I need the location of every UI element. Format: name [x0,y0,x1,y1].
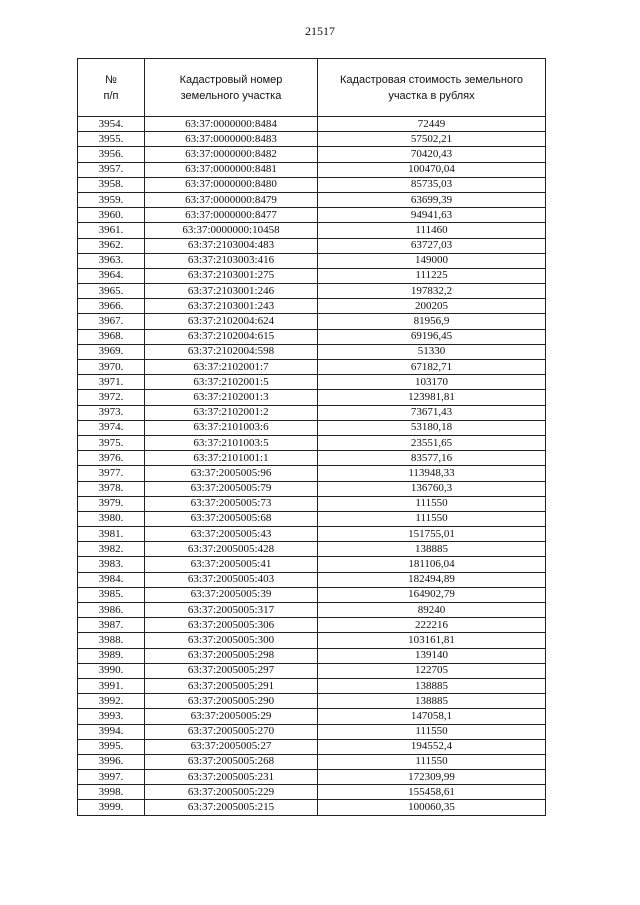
cadastral-number-cell: 63:37:0000000:8480 [145,177,318,192]
row-number-cell: 3988. [78,633,145,648]
table-row [78,648,546,663]
cadastral-number-cell: 63:37:2102004:624 [145,314,318,329]
table-row [78,208,546,223]
row-number-cell: 3958. [78,177,145,192]
row-number-cell: 3999. [78,800,145,815]
cadastral-number-cell: 63:37:2102001:7 [145,360,318,375]
cadastral-number-cell: 63:37:2005005:268 [145,754,318,769]
row-number-cell: 3972. [78,390,145,405]
row-number-cell: 3961. [78,223,145,238]
cadastral-number-cell: 63:37:0000000:8484 [145,117,318,132]
row-number-cell: 3973. [78,405,145,420]
table-row [78,587,546,602]
cadastral-number-cell: 63:37:2005005:43 [145,527,318,542]
cadastral-number-cell: 63:37:2005005:68 [145,511,318,526]
row-number-cell: 3979. [78,496,145,511]
cadastral-value-cell: 123981,81 [318,390,546,405]
cadastral-number-cell: 63:37:2103003:416 [145,253,318,268]
cadastral-number-cell: 63:37:2005005:270 [145,724,318,739]
cadastral-value-cell: 111550 [318,511,546,526]
row-number-cell: 3975. [78,435,145,450]
cadastral-value-cell: 138885 [318,678,546,693]
cadastral-number-cell: 63:37:2103004:483 [145,238,318,253]
row-number-cell: 3954. [78,117,145,132]
cadastral-number-cell: 63:37:2005005:291 [145,678,318,693]
cadastral-number-cell: 63:37:0000000:10458 [145,223,318,238]
row-number-cell: 3991. [78,678,145,693]
cadastral-value-cell: 100470,04 [318,162,546,177]
header-number [78,59,145,117]
cadastral-number-cell: 63:37:2005005:300 [145,633,318,648]
cadastral-value-cell: 111550 [318,496,546,511]
table-row [78,314,546,329]
cadastral-number-cell: 63:37:2103001:246 [145,284,318,299]
row-number-cell: 3995. [78,739,145,754]
cadastral-value-cell: 138885 [318,694,546,709]
cadastral-number-cell: 63:37:2102001:2 [145,405,318,420]
table-row [78,390,546,405]
header-cadastral-value-line-1: Кадастровая стоимость земельного [340,73,523,86]
table-row [78,481,546,496]
cadastral-number-cell: 63:37:2005005:27 [145,739,318,754]
table-row [78,375,546,390]
cadastral-value-cell: 181106,04 [318,557,546,572]
cadastral-number-cell: 63:37:0000000:8483 [145,132,318,147]
cadastral-value-cell: 136760,3 [318,481,546,496]
table-row [78,162,546,177]
cadastral-value-cell: 70420,43 [318,147,546,162]
cadastral-value-cell: 63727,03 [318,238,546,253]
cadastral-value-cell: 72449 [318,117,546,132]
row-number-cell: 3963. [78,253,145,268]
table-row [78,603,546,618]
cadastral-value-cell: 89240 [318,603,546,618]
table-row [78,618,546,633]
cadastral-number-cell: 63:37:2005005:229 [145,785,318,800]
row-number-cell: 3962. [78,238,145,253]
row-number-cell: 3989. [78,648,145,663]
row-number-cell: 3974. [78,420,145,435]
cadastral-number-cell: 63:37:0000000:8477 [145,208,318,223]
row-number-cell: 3987. [78,618,145,633]
table-row [78,253,546,268]
cadastral-number-cell: 63:37:2005005:39 [145,587,318,602]
table-row [78,754,546,769]
cadastral-number-cell: 63:37:0000000:8479 [145,192,318,207]
cadastral-number-cell: 63:37:0000000:8481 [145,162,318,177]
cadastral-value-cell: 83577,16 [318,451,546,466]
table-row [78,800,546,815]
cadastral-number-cell: 63:37:2005005:403 [145,572,318,587]
row-number-cell: 3982. [78,542,145,557]
cadastral-value-cell: 151755,01 [318,527,546,542]
cadastral-number-cell: 63:37:2102001:5 [145,375,318,390]
table-row [78,678,546,693]
row-number-cell: 3971. [78,375,145,390]
cadastral-value-cell: 85735,03 [318,177,546,192]
table-row [78,527,546,542]
table-row [78,147,546,162]
row-number-cell: 3980. [78,511,145,526]
cadastral-number-cell: 63:37:2101001:1 [145,451,318,466]
cadastral-number-cell: 63:37:2005005:29 [145,709,318,724]
row-number-cell: 3956. [78,147,145,162]
row-number-cell: 3978. [78,481,145,496]
cadastral-number-cell: 63:37:2102001:3 [145,390,318,405]
table-row [78,496,546,511]
table-row [78,511,546,526]
header-row [78,59,546,117]
cadastral-value-cell: 138885 [318,542,546,557]
cadastral-value-cell: 194552,4 [318,739,546,754]
table-row [78,344,546,359]
table-row [78,238,546,253]
header-cadastral-number [145,59,318,117]
cadastral-number-cell: 63:37:2101003:6 [145,420,318,435]
cadastral-number-cell: 63:37:2103001:243 [145,299,318,314]
cadastral-value-cell: 57502,21 [318,132,546,147]
table-row [78,268,546,283]
cadastral-number-cell: 63:37:0000000:8482 [145,147,318,162]
table-row [78,420,546,435]
cadastral-number-cell: 63:37:2103001:275 [145,268,318,283]
table-row [78,451,546,466]
cadastral-number-cell: 63:37:2005005:298 [145,648,318,663]
row-number-cell: 3959. [78,192,145,207]
cadastre-table [77,58,546,816]
table-row [78,360,546,375]
row-number-cell: 3993. [78,709,145,724]
cadastral-number-cell: 63:37:2005005:428 [145,542,318,557]
row-number-cell: 3985. [78,587,145,602]
cadastral-value-cell: 155458,61 [318,785,546,800]
cadastral-value-cell: 164902,79 [318,587,546,602]
row-number-cell: 3997. [78,770,145,785]
row-number-cell: 3984. [78,572,145,587]
row-number-cell: 3970. [78,360,145,375]
cadastral-value-cell: 111550 [318,754,546,769]
cadastral-value-cell: 67182,71 [318,360,546,375]
table-row [78,177,546,192]
table-row [78,785,546,800]
cadastral-value-cell: 94941,63 [318,208,546,223]
header-cadastral-value-line-2: участка в рублях [388,89,475,102]
cadastral-number-cell: 63:37:2005005:317 [145,603,318,618]
row-number-cell: 3976. [78,451,145,466]
table-row [78,542,546,557]
row-number-cell: 3957. [78,162,145,177]
row-number-cell: 3977. [78,466,145,481]
row-number-cell: 3955. [78,132,145,147]
table-row [78,223,546,238]
table-row [78,299,546,314]
cadastral-number-cell: 63:37:2005005:231 [145,770,318,785]
cadastral-value-cell: 113948,33 [318,466,546,481]
cadastral-value-cell: 69196,45 [318,329,546,344]
cadastral-value-cell: 103170 [318,375,546,390]
cadastral-value-cell: 111225 [318,268,546,283]
cadastral-value-cell: 147058,1 [318,709,546,724]
cadastral-number-cell: 63:37:2005005:41 [145,557,318,572]
table-row [78,709,546,724]
table-row [78,572,546,587]
table-row [78,117,546,132]
table-row [78,770,546,785]
cadastral-value-cell: 63699,39 [318,192,546,207]
row-number-cell: 3992. [78,694,145,709]
table-row [78,284,546,299]
cadastral-value-cell: 197832,2 [318,284,546,299]
header-number-line-1: № [105,73,117,86]
cadastral-value-cell: 200205 [318,299,546,314]
cadastral-value-cell: 23551,65 [318,435,546,450]
row-number-cell: 3967. [78,314,145,329]
table-row [78,694,546,709]
row-number-cell: 3960. [78,208,145,223]
table-row [78,557,546,572]
cadastral-number-cell: 63:37:2005005:73 [145,496,318,511]
row-number-cell: 3969. [78,344,145,359]
table-body [78,117,546,816]
table-row [78,739,546,754]
cadastral-number-cell: 63:37:2102004:615 [145,329,318,344]
cadastral-value-cell: 81956,9 [318,314,546,329]
table-header [78,59,546,117]
cadastral-number-cell: 63:37:2005005:215 [145,800,318,815]
row-number-cell: 3981. [78,527,145,542]
cadastral-number-cell: 63:37:2005005:306 [145,618,318,633]
table-row [78,435,546,450]
cadastral-number-cell: 63:37:2005005:96 [145,466,318,481]
table-row [78,663,546,678]
cadastral-value-cell: 149000 [318,253,546,268]
cadastral-number-cell: 63:37:2005005:290 [145,694,318,709]
row-number-cell: 3986. [78,603,145,618]
cadastral-value-cell: 51330 [318,344,546,359]
cadastral-value-cell: 103161,81 [318,633,546,648]
cadastral-value-cell: 53180,18 [318,420,546,435]
header-number-line-2: п/п [103,89,119,102]
table-row [78,329,546,344]
cadastral-value-cell: 111550 [318,724,546,739]
table-row [78,466,546,481]
table-row [78,132,546,147]
row-number-cell: 3968. [78,329,145,344]
header-cadastral-number-line-2: земельного участка [180,89,282,102]
cadastral-value-cell: 172309,99 [318,770,546,785]
row-number-cell: 3983. [78,557,145,572]
table-row [78,633,546,648]
cadastral-value-cell: 182494,89 [318,572,546,587]
header-cadastral-value [318,59,546,117]
page-number: 21517 [305,24,335,38]
row-number-cell: 3966. [78,299,145,314]
table-row [78,724,546,739]
cadastral-value-cell: 139140 [318,648,546,663]
cadastral-value-cell: 111460 [318,223,546,238]
row-number-cell: 3965. [78,284,145,299]
header-cadastral-number-line-1: Кадастровый номер [179,73,283,86]
cadastral-number-cell: 63:37:2101003:5 [145,435,318,450]
table-row [78,405,546,420]
row-number-cell: 3996. [78,754,145,769]
cadastral-number-cell: 63:37:2102004:598 [145,344,318,359]
cadastral-value-cell: 222216 [318,618,546,633]
row-number-cell: 3998. [78,785,145,800]
cadastral-number-cell: 63:37:2005005:79 [145,481,318,496]
row-number-cell: 3990. [78,663,145,678]
row-number-cell: 3964. [78,268,145,283]
cadastral-value-cell: 122705 [318,663,546,678]
table-row [78,192,546,207]
cadastral-number-cell: 63:37:2005005:297 [145,663,318,678]
row-number-cell: 3994. [78,724,145,739]
cadastral-value-cell: 73671,43 [318,405,546,420]
cadastral-value-cell: 100060,35 [318,800,546,815]
